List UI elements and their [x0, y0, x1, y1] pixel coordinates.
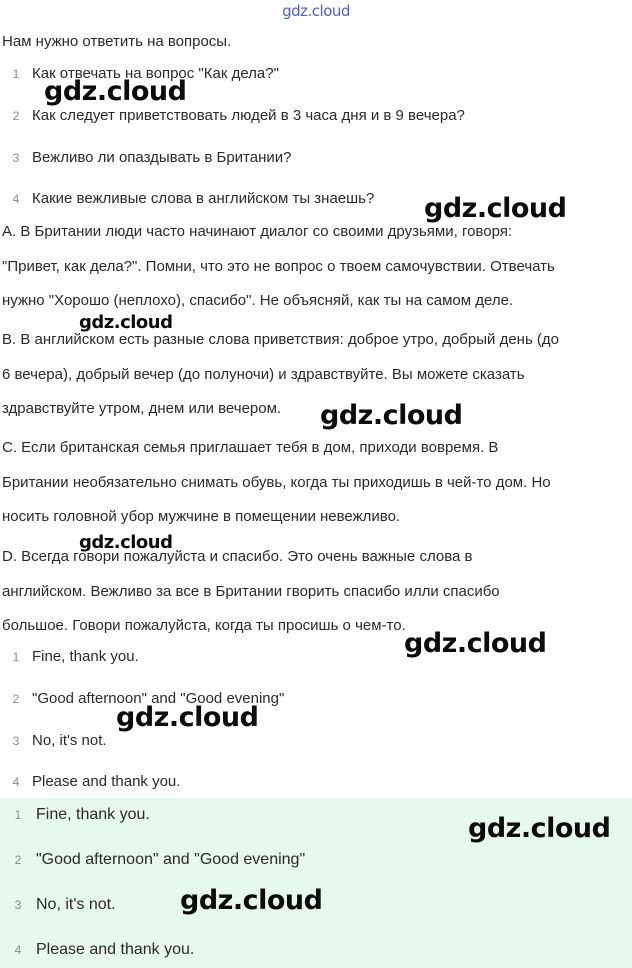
watermark: gdz.cloud — [404, 628, 547, 659]
final-answer-text: Fine, thank you. — [36, 806, 150, 823]
watermark: gdz.cloud — [424, 193, 567, 224]
question-text: Вежливо ли опаздывать в Британии? — [32, 149, 292, 166]
question-item — [0, 107, 465, 124]
final-answer-number: 1 — [14, 808, 22, 822]
watermark: gdz.cloud — [79, 532, 173, 553]
paragraph-a — [2, 215, 630, 319]
paragraph-line: D. Всегда говори пожалуйста и спасибо. Это очень важные слова в — [2, 548, 473, 565]
final-answer-item — [0, 941, 194, 959]
final-answer-text: No, it's not. — [36, 896, 116, 913]
answer-number: 4 — [12, 775, 20, 789]
answer-text: No, it's not. — [32, 732, 107, 749]
paragraph-line: Британии необязательно снимать обувь, когда ты приходишь в чей-то дом. Но — [2, 473, 551, 491]
answer-number: 3 — [12, 734, 20, 748]
final-answer-item — [0, 896, 116, 914]
watermark: gdz.cloud — [468, 813, 611, 844]
final-answer-number: 4 — [14, 943, 22, 957]
watermark: gdz.cloud — [116, 702, 259, 733]
paragraph-line: C. Если британская семья приглашает тебя в дом, приходи вовремя. В — [2, 439, 499, 456]
paragraph-line: английском. Вежливо за все в Британии гворить спасибо илли спасибо — [2, 582, 500, 600]
watermark: gdz.cloud — [44, 76, 187, 107]
final-answer-text: Please and thank you. — [36, 941, 195, 958]
final-answer-number: 3 — [14, 898, 22, 912]
answer-number: 2 — [12, 692, 20, 706]
watermark: gdz.cloud — [180, 885, 323, 916]
answer-text: Please and thank you. — [32, 773, 181, 790]
watermark: gdz.cloud — [320, 400, 463, 431]
answer-text: Fine, thank you. — [32, 648, 139, 665]
question-text: Какие вежливые слова в английском ты знаешь? — [32, 190, 375, 207]
answer-number: 1 — [12, 650, 20, 664]
answer-item — [0, 732, 107, 749]
paragraph-line: B. В английском есть разные слова приветствия: доброе утро, добрый день (до — [2, 331, 560, 348]
final-answer-item — [0, 851, 305, 869]
final-answer-text: "Good afternoon" and "Good evening" — [36, 851, 306, 868]
question-number: 3 — [12, 151, 20, 165]
paragraph-b — [2, 323, 630, 427]
answer-item — [0, 648, 139, 665]
question-number: 4 — [12, 192, 20, 206]
paragraph-line: 6 вечера), добрый вечер (до полуночи) и здравствуйте. Вы можете сказать — [2, 365, 525, 383]
paragraph-line: носить головной убор мужчине в помещении невежливо. — [2, 508, 401, 525]
site-logo[interactable]: gdz.cloud — [282, 2, 350, 20]
paragraph-line: "Привет, как дела?". Помни, что это не вопрос о твоем самочувствии. Отвечать — [2, 257, 555, 275]
final-answer-number: 2 — [14, 853, 22, 867]
paragraph-line: нужно "Хорошо (неплохо), спасибо". Не объясняй, как ты на самом деле. — [2, 292, 514, 309]
paragraph-line: A. В Британии люди часто начинают диалог со своими друзьями, говоря: — [2, 223, 513, 240]
question-item — [0, 149, 291, 166]
paragraph-c — [2, 431, 630, 535]
final-answer-item — [0, 806, 150, 824]
question-number: 1 — [12, 67, 20, 81]
intro-text: Нам нужно ответить на вопросы. — [2, 33, 232, 50]
question-number: 2 — [12, 109, 20, 123]
question-item — [0, 190, 374, 207]
paragraph-line: здравствуйте утром, днем или вечером. — [2, 400, 282, 417]
paragraph-line: большое. Говори пожалуйста, когда ты просишь о чем-то. — [2, 617, 406, 634]
question-text: Как отвечать на вопрос "Как дела?" — [32, 65, 279, 82]
question-text: Как следует приветствовать людей в 3 часа дня и в 9 вечера? — [32, 107, 465, 124]
answer-item — [0, 773, 180, 790]
answer-text: "Good afternoon" and "Good evening" — [32, 690, 285, 707]
watermark: gdz.cloud — [79, 312, 173, 333]
